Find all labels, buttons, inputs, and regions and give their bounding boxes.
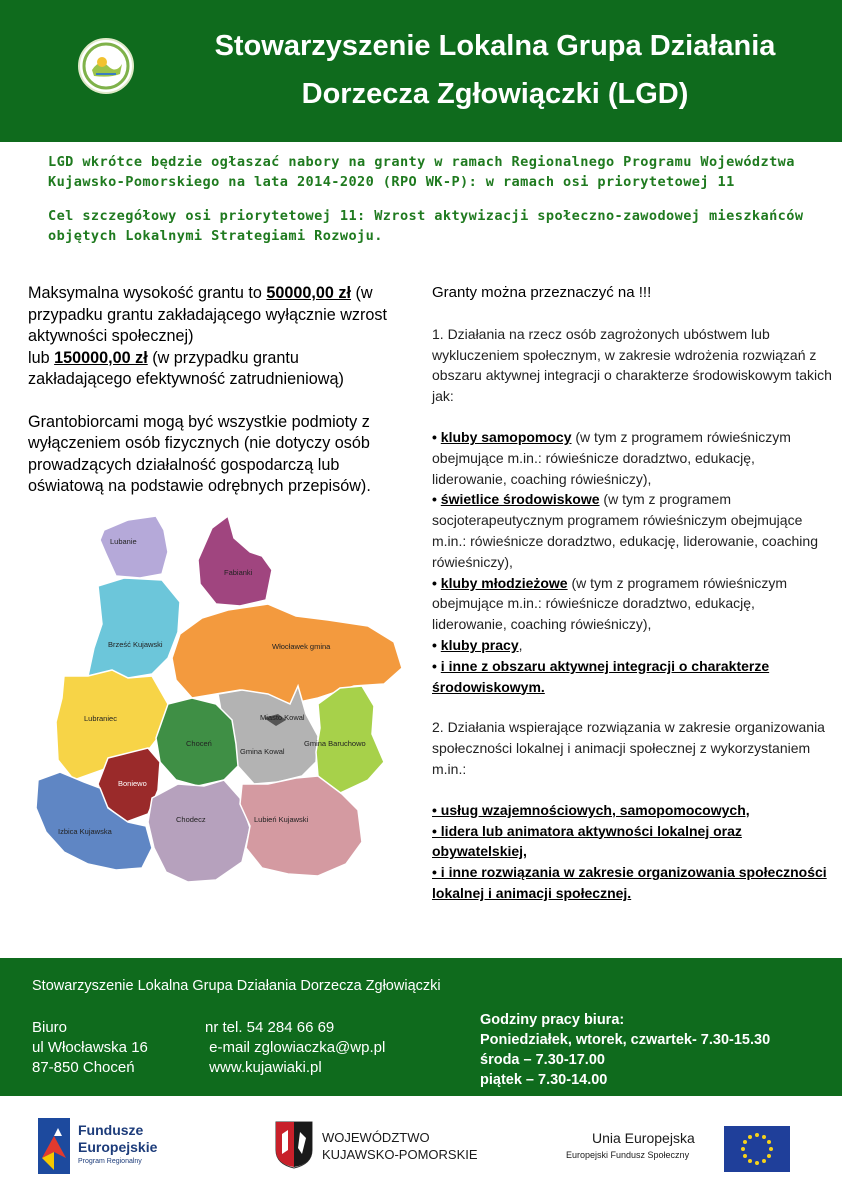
map-region-lubanie (100, 516, 168, 578)
list-item (432, 656, 832, 698)
max-grant-prefix: Maksymalna wysokość grantu to (28, 284, 267, 302)
max-grant-mid: (w przypadku grantu zakładającego wyłącznie wzrost aktywności społecznej) (28, 284, 388, 345)
left-column (28, 283, 400, 519)
map-region-brzesc-kujawski (88, 578, 180, 678)
item-label: kluby młodzieżowe (440, 574, 568, 591)
max-grant-paragraph (28, 283, 400, 391)
max-grant-or: lub (28, 348, 55, 367)
title-line-2: Dorzecza Zgłowiączki (LGD) (301, 78, 689, 110)
kp-coat-of-arms-icon (274, 1120, 314, 1170)
bullet: • (432, 657, 441, 674)
kujawsko-pomorskie-logo (274, 1118, 484, 1174)
footer-website: www.kujawiaki.pl (205, 1059, 322, 1076)
map-label-izbica-kujawska: Izbica Kujawska (58, 827, 112, 836)
right-title: Granty można przeznaczyć na !!! (432, 284, 652, 301)
fe-text-3: Program Regionalny (78, 1158, 142, 1165)
map-region-wloclawek-gmina (172, 604, 402, 704)
map-label-gmina-kowal: Gmina Kowal (240, 747, 285, 756)
map-region-fabianki (198, 516, 272, 606)
page-title (150, 22, 840, 118)
hours-row: piątek – 7.30-14.00 (480, 1072, 608, 1088)
section-2-list (432, 800, 832, 904)
item-desc: (w tym z programem socjoterapeutycznym programem rówieśniczym obejmujące m.in.: rówieśnicze doradztwo, edukację, liderowanie, coaching rówieśniczy), (432, 491, 818, 570)
hours-row: Poniedziałek, wtorek, czwartek- 7.30-15.30 (480, 1032, 771, 1048)
region-map (28, 508, 412, 890)
map-label-chodecz: Chodecz (176, 815, 206, 824)
right-column (432, 283, 832, 904)
grantees-paragraph: Grantobiorcami mogą być wszystkie podmioty z wyłączeniem osób fizycznych (nie dotyczy osób prowadzących działalność gospodarczą lub oświatową na podstawie odrębnych przepisów). (28, 412, 371, 495)
fe-text-1: Fundusze (78, 1122, 144, 1138)
footer-org-name: Stowarzyszenie Lokalna Grupa Działania Dorzecza Zgłowiączki (32, 978, 441, 994)
fe-star-icon (38, 1118, 70, 1174)
intro-paragraph-1: LGD wkrótce będzie ogłaszać nabory na granty w ramach Regionalnego Programu Województwa Kujawsko-Pomorskiego na lata 2014-2020 (RPO WK-P): w ramach osi priorytetowej 11 (48, 154, 795, 190)
map-region-chodecz (148, 780, 250, 882)
footer-email: e-mail zglowiaczka@wp.pl (205, 1039, 386, 1056)
list-item (432, 573, 832, 635)
list-item: • lidera lub animatora aktywności lokalnej oraz obywatelskiej, (432, 822, 742, 860)
item-desc: (w tym z programem rówieśniczym obejmujące m.in.: rówieśnicze doradztwo, edukację, liderowanie, coaching rówieśniczy), (432, 428, 791, 487)
map-label-fabianki: Fabianki (224, 568, 253, 577)
bullet: • (432, 491, 441, 508)
section-1-intro: 1. Działania na rzecz osób zagrożonych ubóstwem lub wykluczeniem społecznym, w zakresie wdrożenia rozwiązań z obszaru aktywnej integracji o charakterze środowiskowym takich jak: (432, 325, 832, 405)
footer-address (32, 1018, 148, 1078)
bullet: • (432, 574, 441, 591)
max-grant-suffix: (w przypadku grantu zakładającego efektywność zatrudnieniową) (28, 348, 344, 388)
title-line-1: Stowarzyszenie Lokalna Grupa Działania (214, 30, 776, 62)
list-item: • i inne rozwiązania w zakresie organizowania społeczności lokalnej i animacji społecznej. (432, 864, 827, 901)
map-label-wloclawek-gmina: Włocławek gmina (272, 642, 331, 651)
item-desc: (w tym z programem rówieśniczym obejmujące m.in.: rówieśnicze doradztwo, edukację, liderowanie, coaching rówieśniczy), (432, 574, 787, 633)
list-item (432, 427, 832, 489)
footer-phone: nr tel. 54 284 66 69 (205, 1019, 335, 1036)
ue-text-2: Europejski Fundusz Społeczny (566, 1150, 690, 1160)
map-label-lubraniec: Lubraniec (84, 714, 117, 723)
list-item (432, 635, 832, 656)
item-label: świetlice środowiskowe (440, 491, 600, 508)
item-label: kluby samopomocy (440, 428, 572, 445)
unia-europejska-logo (566, 1124, 800, 1174)
map-label-chocen: Choceń (186, 739, 212, 748)
region-map-svg (28, 508, 412, 890)
list-item (432, 489, 832, 572)
map-label-boniewo: Boniewo (118, 779, 147, 788)
max-grant-amount-1: 50000,00 zł (266, 284, 352, 302)
map-label-brzesc-kujawski: Brześć Kujawski (108, 640, 163, 649)
intro-paragraph-2: Cel szczegółowy osi priorytetowej 11: Wzrost aktywizacji społeczno-zawodowej mieszkańców objętych Lokalnymi Strategiami Rozwoju. (48, 208, 804, 244)
footer-postcode: 87-850 Choceń (32, 1059, 135, 1076)
bullet: • (432, 428, 441, 445)
bullet: • (432, 636, 441, 653)
intro-text (48, 152, 808, 260)
header-banner (0, 0, 842, 142)
item-label: kluby pracy (440, 636, 519, 653)
hours-title: Godziny pracy biura: (480, 1012, 625, 1028)
map-label-lubanie: Lubanie (110, 537, 137, 546)
item-desc: , (518, 636, 523, 653)
section-2-intro: 2. Działania wspierające rozwiązania w zakresie organizowania społeczności lokalnej i animacji społecznej z wykorzystaniem m.in.: (432, 719, 825, 777)
hours-row: środa – 7.30-17.00 (480, 1052, 605, 1068)
map-label-lubien-kujawski: Lubień Kujawski (254, 815, 309, 824)
footer-office-label: Biuro (32, 1019, 68, 1036)
lgd-logo-icon (80, 40, 132, 92)
footer-hours (480, 1010, 770, 1090)
funding-logos-bar (0, 1096, 842, 1191)
list-item: • usług wzajemnościowych, samopomocowych, (432, 801, 750, 818)
kp-text-2: KUJAWSKO-POMORSKIE (322, 1147, 478, 1162)
map-label-gmina-baruchowo: Gmina Baruchowo (304, 739, 366, 748)
ue-text-1: Unia Europejska (592, 1130, 695, 1146)
section-1-list (432, 427, 832, 697)
fundusze-europejskie-logo (38, 1116, 173, 1176)
fe-text-2: Europejskie (78, 1139, 158, 1155)
footer-banner (0, 958, 842, 1096)
map-label-miasto-kowal: Miasto Kowal (260, 713, 305, 722)
eu-flag-icon (724, 1126, 790, 1172)
lgd-logo (78, 38, 134, 94)
kp-text-1: WOJEWÓDZTWO (322, 1130, 430, 1145)
footer-contact (205, 1018, 385, 1078)
item-label: i inne z obszaru aktywnej integracji o charakterze środowiskowym. (432, 657, 770, 695)
max-grant-amount-2: 150000,00 zł (54, 348, 148, 367)
footer-street: ul Włocławska 16 (32, 1039, 148, 1056)
